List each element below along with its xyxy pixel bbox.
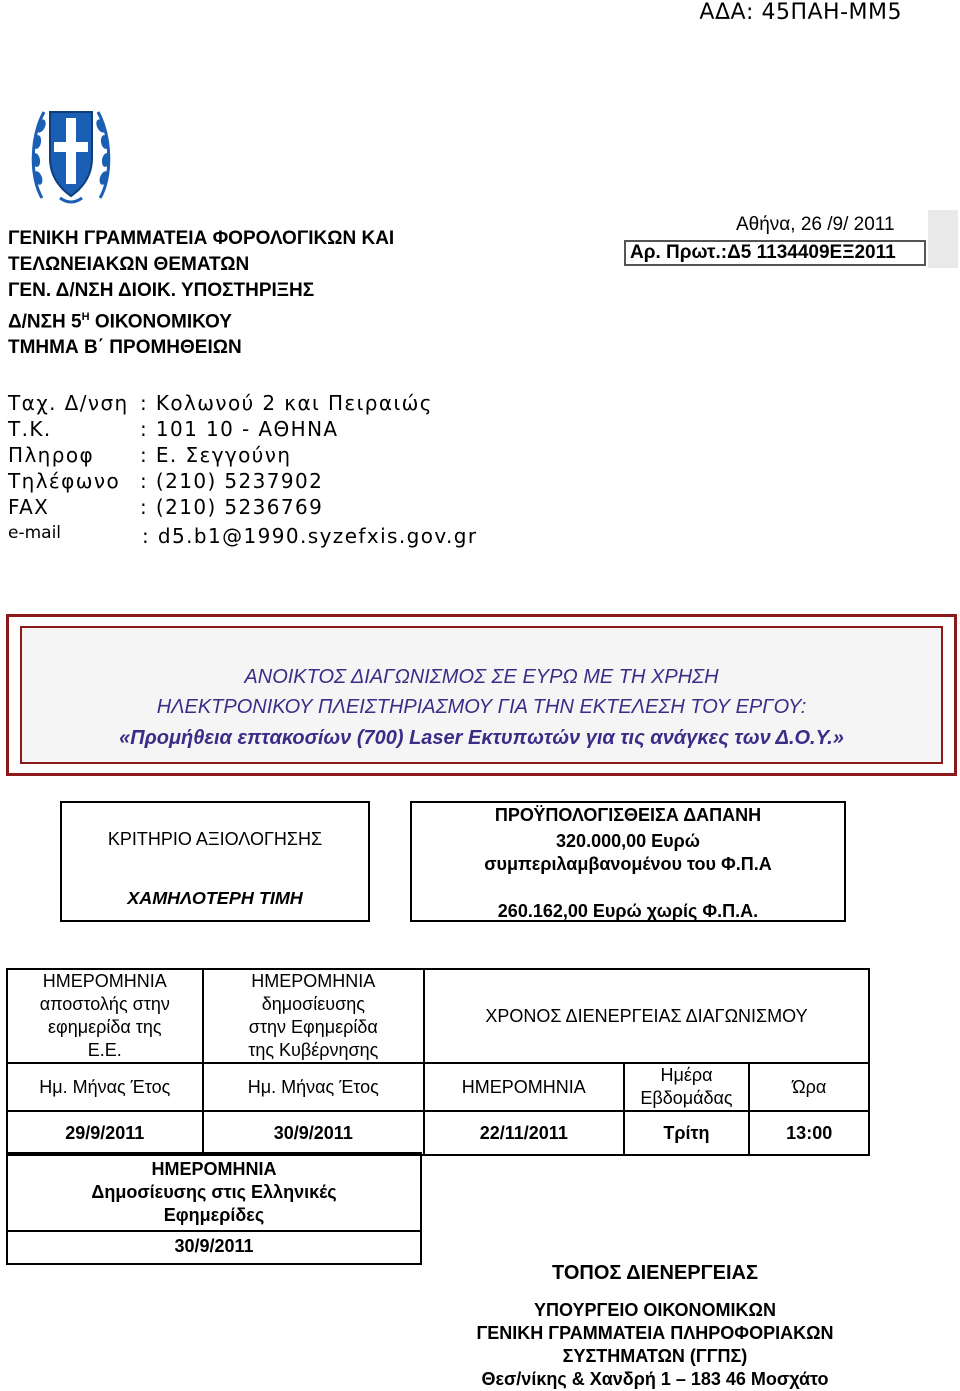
org-line: ΤΕΛΩΝΕΙΑΚΩΝ ΘΕΜΑΤΩΝ <box>8 254 250 275</box>
header-line: στην Εφημερίδα <box>248 1017 378 1037</box>
publication-line: Δημοσίευσης στις Ελληνικές <box>91 1182 337 1202</box>
subheader-cell: Ημ. Μήνας Έτος <box>203 1063 424 1111</box>
value-cell: 30/9/2011 <box>203 1111 424 1155</box>
contact-label: Τηλέφωνο <box>8 469 121 493</box>
org-section: ΤΜΗΜΑ Β΄ ΠΡΟΜΗΘΕΙΩΝ <box>8 337 242 359</box>
header-duration: ΧΡΟΝΟΣ ΔΙΕΝΕΡΓΕΙΑΣ ΔΙΑΓΩΝΙΣΜΟΥ <box>424 969 869 1063</box>
header-line: Ε.Ε. <box>87 1040 122 1060</box>
contact-value: : Ε. Σεγγούνη <box>140 443 292 467</box>
org-line: ΓΕΝΙΚΗ ΓΡΑΜΜΑΤΕΙΑ ΦΟΡΟΛΟΓΙΚΩΝ ΚΑΙ <box>8 228 395 249</box>
contact-value: : 101 10 - ΑΘΗΝΑ <box>140 417 339 441</box>
subheader-cell: Ώρα <box>749 1063 869 1111</box>
subheader-weekday <box>624 1063 750 1111</box>
divider <box>8 1230 420 1232</box>
budget-vat-note: συμπεριλαμβανομένου του Φ.Π.Α <box>484 854 772 874</box>
venue-block <box>420 1262 890 1391</box>
header-line: δημοσίευσης <box>261 994 365 1014</box>
publication-date: 30/9/2011 <box>174 1236 254 1256</box>
venue-line: ΣΥΣΤΗΜΑΤΩΝ (ΓΓΠΣ) <box>562 1346 748 1366</box>
subheader-cell: Ημ. Μήνας Έτος <box>7 1063 203 1111</box>
tender-title-box <box>6 614 957 776</box>
table-row <box>7 969 869 1063</box>
org-line: ΓΕΝ. Δ/ΝΣΗ ΔΙΟΙΚ. ΥΠΟΣΤΗΡΙΞΗΣ <box>8 280 315 301</box>
tender-title-inner <box>20 626 943 764</box>
ada-code: ΑΔΑ: 45ΠΑΗ-ΜΜ5 <box>699 0 902 25</box>
venue-line: ΓΕΝΙΚΗ ΓΡΑΜΜΑΤΕΙΑ ΠΛΗΡΟΦΟΡΙΑΚΩΝ <box>476 1323 834 1343</box>
table-row <box>7 1111 869 1155</box>
header-line: εφημερίδα της <box>48 1017 162 1037</box>
contact-label: Τ.Κ. <box>8 417 52 441</box>
schedule-table <box>6 968 870 1156</box>
org-dept-sup: Η <box>81 311 90 323</box>
tender-subject: «Προμήθεια επτακοσίων (700) Laser Εκτυπωτών για τις ανάγκες των Δ.Ο.Υ.» <box>119 727 844 749</box>
publication-line: ΗΜΕΡΟΜΗΝΙΑ <box>151 1159 277 1179</box>
value-cell: Τρίτη <box>624 1111 750 1155</box>
venue-line: ΥΠΟΥΡΓΕΙΟ ΟΙΚΟΝΟΜΙΚΩΝ <box>534 1300 776 1320</box>
subheader-line: Ημέρα <box>660 1065 713 1085</box>
org-dept-prefix: Δ/ΝΣΗ 5 <box>8 311 82 333</box>
document-date: Αθήνα, 26 /9/ 2011 <box>736 214 895 235</box>
header-ee-date <box>7 969 203 1063</box>
header-fek-date <box>203 969 424 1063</box>
greek-coat-of-arms-icon <box>30 98 112 208</box>
contact-value: : (210) 5236769 <box>140 495 324 519</box>
header-line: της Κυβέρνησης <box>248 1040 379 1060</box>
contact-value: : Κολωνού 2 και Πειραιώς <box>140 391 433 415</box>
venue-title: ΤΟΠΟΣ ΔΙΕΝΕΡΓΕΙΑΣ <box>552 1262 758 1284</box>
contact-label: Ταχ. Δ/νση <box>8 391 129 415</box>
subheader-cell: ΗΜΕΡΟΜΗΝΙΑ <box>424 1063 624 1111</box>
header-line: ΗΜΕΡΟΜΗΝΙΑ <box>251 971 376 991</box>
budget-box <box>410 801 846 922</box>
publication-label <box>8 1158 420 1227</box>
protocol-number: Αρ. Πρωτ.:Δ5 1134409ΕΞ2011 <box>624 240 926 266</box>
value-cell: 22/11/2011 <box>424 1111 624 1155</box>
contact-label: Πληροφ <box>8 443 95 467</box>
venue-line: Θεσ/νίκης & Χανδρή 1 – 183 46 Μοσχάτο <box>481 1369 829 1389</box>
value-cell: 29/9/2011 <box>7 1111 203 1155</box>
org-dept-suffix: ΟΙΚΟΝΟΜΙΚΟΥ <box>89 311 232 333</box>
publication-line: Εφημερίδες <box>163 1205 265 1225</box>
value-cell: 13:00 <box>749 1111 869 1155</box>
organization-header <box>8 226 394 361</box>
budget-amount-without-vat: 260.162,00 Ευρώ χωρίς Φ.Π.Α. <box>497 901 759 921</box>
subheader-line: Εβδομάδας <box>640 1088 733 1108</box>
criterion-value: ΧΑΜΗΛΟΤΕΡΗ ΤΙΜΗ <box>127 888 303 908</box>
greek-publication-box <box>6 1152 422 1265</box>
evaluation-criterion-box <box>60 801 370 922</box>
criterion-label: ΚΡΙΤΗΡΙΟ ΑΞΙΟΛΟΓΗΣΗΣ <box>107 829 323 849</box>
header-line: αποστολής στην <box>39 994 170 1014</box>
contact-label: e-mail <box>8 523 62 543</box>
contact-label: FAX <box>8 495 50 519</box>
email-link[interactable]: : d5.b1@1990.syzefxis.gov.gr <box>142 524 478 548</box>
protocol-shade <box>928 210 958 268</box>
tender-title-line: ΗΛΕΚΤΡΟΝΙΚΟΥ ΠΛΕΙΣΤΗΡΙΑΣΜΟΥ ΓΙΑ ΤΗΝ ΕΚΤΕΛΕΣΗ ΤΟΥ ΕΡΓΟΥ: <box>156 696 807 718</box>
header-line: ΗΜΕΡΟΜΗΝΙΑ <box>42 971 167 991</box>
contact-value: : (210) 5237902 <box>140 469 324 493</box>
budget-label: ΠΡΟΫΠΟΛΟΓΙΣΘΕΙΣΑ ΔΑΠΑΝΗ <box>494 805 762 825</box>
org-dept <box>8 304 394 335</box>
tender-title-line: ΑΝΟΙΚΤΟΣ ΔΙΑΓΩΝΙΣΜΟΣ ΣΕ ΕΥΡΩ ΜΕ ΤΗ ΧΡΗΣΗ <box>244 666 719 688</box>
budget-amount-with-vat: 320.000,00 Ευρώ <box>556 831 700 851</box>
table-row <box>7 1063 869 1111</box>
